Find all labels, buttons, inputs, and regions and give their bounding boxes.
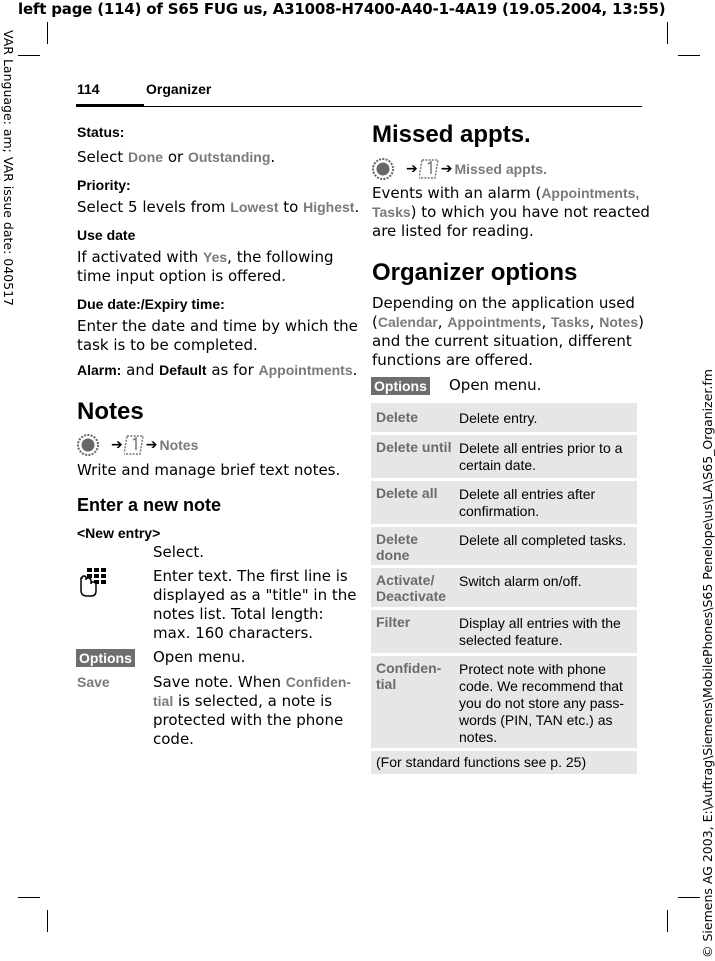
joystick-icon bbox=[77, 434, 99, 456]
save-text: Save note. When Confiden- tial is selected, a note is protected with the phone code. bbox=[153, 673, 352, 748]
organizer-key-icon bbox=[124, 434, 146, 456]
header-rule-thick bbox=[76, 104, 144, 107]
keypad-icon bbox=[77, 567, 109, 601]
missed-text: Events with an alarm (Appointments, Tasks) to which you have not reacted are listed for reading. bbox=[372, 184, 650, 240]
table-row: Activate/ Deactivate Switch alarm on/off. bbox=[371, 568, 637, 607]
notes-nav-label: Notes bbox=[159, 437, 199, 453]
status-label: Status: bbox=[77, 124, 125, 140]
crop-mark bbox=[18, 55, 40, 56]
priority-text: Select 5 levels from Lowest to Highest. bbox=[77, 198, 360, 216]
arrow-right-icon: ➔ bbox=[111, 437, 123, 453]
missed-nav-path bbox=[372, 157, 547, 181]
enter-text-desc: Enter text. The first line is displayed as a "title" in the notes list. Total length: max. 160 characters. bbox=[153, 567, 357, 642]
options-softkey[interactable]: Options bbox=[76, 648, 135, 667]
alarm-text: Alarm: and Default as for Appointments. bbox=[77, 361, 358, 379]
crop-mark bbox=[678, 897, 700, 898]
status-text: Select Done or Outstanding. bbox=[77, 148, 276, 166]
open-menu-text: Open menu. bbox=[153, 648, 246, 666]
running-head: Organizer bbox=[146, 81, 212, 97]
table-row: Delete Delete entry. bbox=[371, 403, 637, 432]
document-header: left page (114) of S65 FUG us, A31008-H7400-A40-1-4A19 (19.05.2004, 13:55) bbox=[18, 0, 666, 18]
page-number: 114 bbox=[77, 81, 100, 97]
table-footer: (For standard functions see p. 25) bbox=[371, 751, 637, 774]
crop-mark bbox=[47, 910, 48, 932]
margin-left-text: VAR Language: am; VAR issue date: 040517 bbox=[1, 30, 16, 306]
duedate-text: Enter the date and time by which the task is to be completed. bbox=[77, 317, 358, 354]
notes-desc: Write and manage brief text notes. bbox=[77, 461, 341, 479]
arrow-right-icon: ➔ bbox=[440, 161, 453, 177]
duedate-label: Due date:/Expiry time: bbox=[77, 296, 225, 312]
organizer-options-title: Organizer options bbox=[372, 259, 578, 286]
arrow-right-icon: ➔ bbox=[406, 161, 418, 177]
table-row: Delete done Delete all completed tasks. bbox=[371, 527, 637, 565]
crop-mark bbox=[667, 22, 668, 44]
crop-mark bbox=[47, 22, 48, 44]
open-menu-text: Open menu. bbox=[449, 376, 542, 394]
crop-mark bbox=[678, 55, 700, 56]
header-rule bbox=[144, 106, 642, 107]
organizer-options-text: Depending on the application used (Calendar, Appointments, Tasks, Notes) and the current situation, different functions are offered. bbox=[372, 294, 644, 369]
usedate-label: Use date bbox=[77, 227, 136, 243]
table-row: Delete all Delete all entries after confirmation. bbox=[371, 481, 637, 524]
new-entry-label: <New entry> bbox=[77, 525, 161, 541]
options-softkey[interactable]: Options bbox=[371, 376, 430, 395]
arrow-right-icon: ➔ bbox=[145, 437, 158, 453]
options-table bbox=[371, 403, 637, 774]
enter-note-title: Enter a new note bbox=[77, 495, 222, 515]
joystick-icon bbox=[372, 158, 394, 180]
save-label: Save bbox=[77, 674, 110, 690]
table-row: Filter Display all entries with the selected feature. bbox=[371, 610, 637, 653]
notes-nav-path bbox=[77, 433, 198, 457]
missed-title: Missed appts. bbox=[372, 121, 531, 148]
select-text: Select. bbox=[153, 543, 205, 561]
usedate-text: If activated with Yes, the following time input option is offered. bbox=[77, 248, 334, 285]
crop-mark bbox=[18, 897, 40, 898]
table-row: Confiden- tial Protect note with phone code. We recommend that you do not store any pass- words (PIN, TAN etc.) as notes. bbox=[371, 656, 637, 748]
organizer-key-icon bbox=[419, 158, 441, 180]
table-row: Delete until Delete all entries prior to a certain date. bbox=[371, 435, 637, 478]
crop-mark bbox=[667, 910, 668, 932]
notes-title: Notes bbox=[77, 398, 144, 425]
margin-right-text: © Siemens AG 2003, E:\Auftrag\Siemens\MobilePhones\S65 Penelope\us\LA\S65_Organizer.fm bbox=[700, 369, 715, 958]
missed-nav-label: Missed appts. bbox=[454, 161, 548, 177]
priority-label: Priority: bbox=[77, 177, 131, 193]
